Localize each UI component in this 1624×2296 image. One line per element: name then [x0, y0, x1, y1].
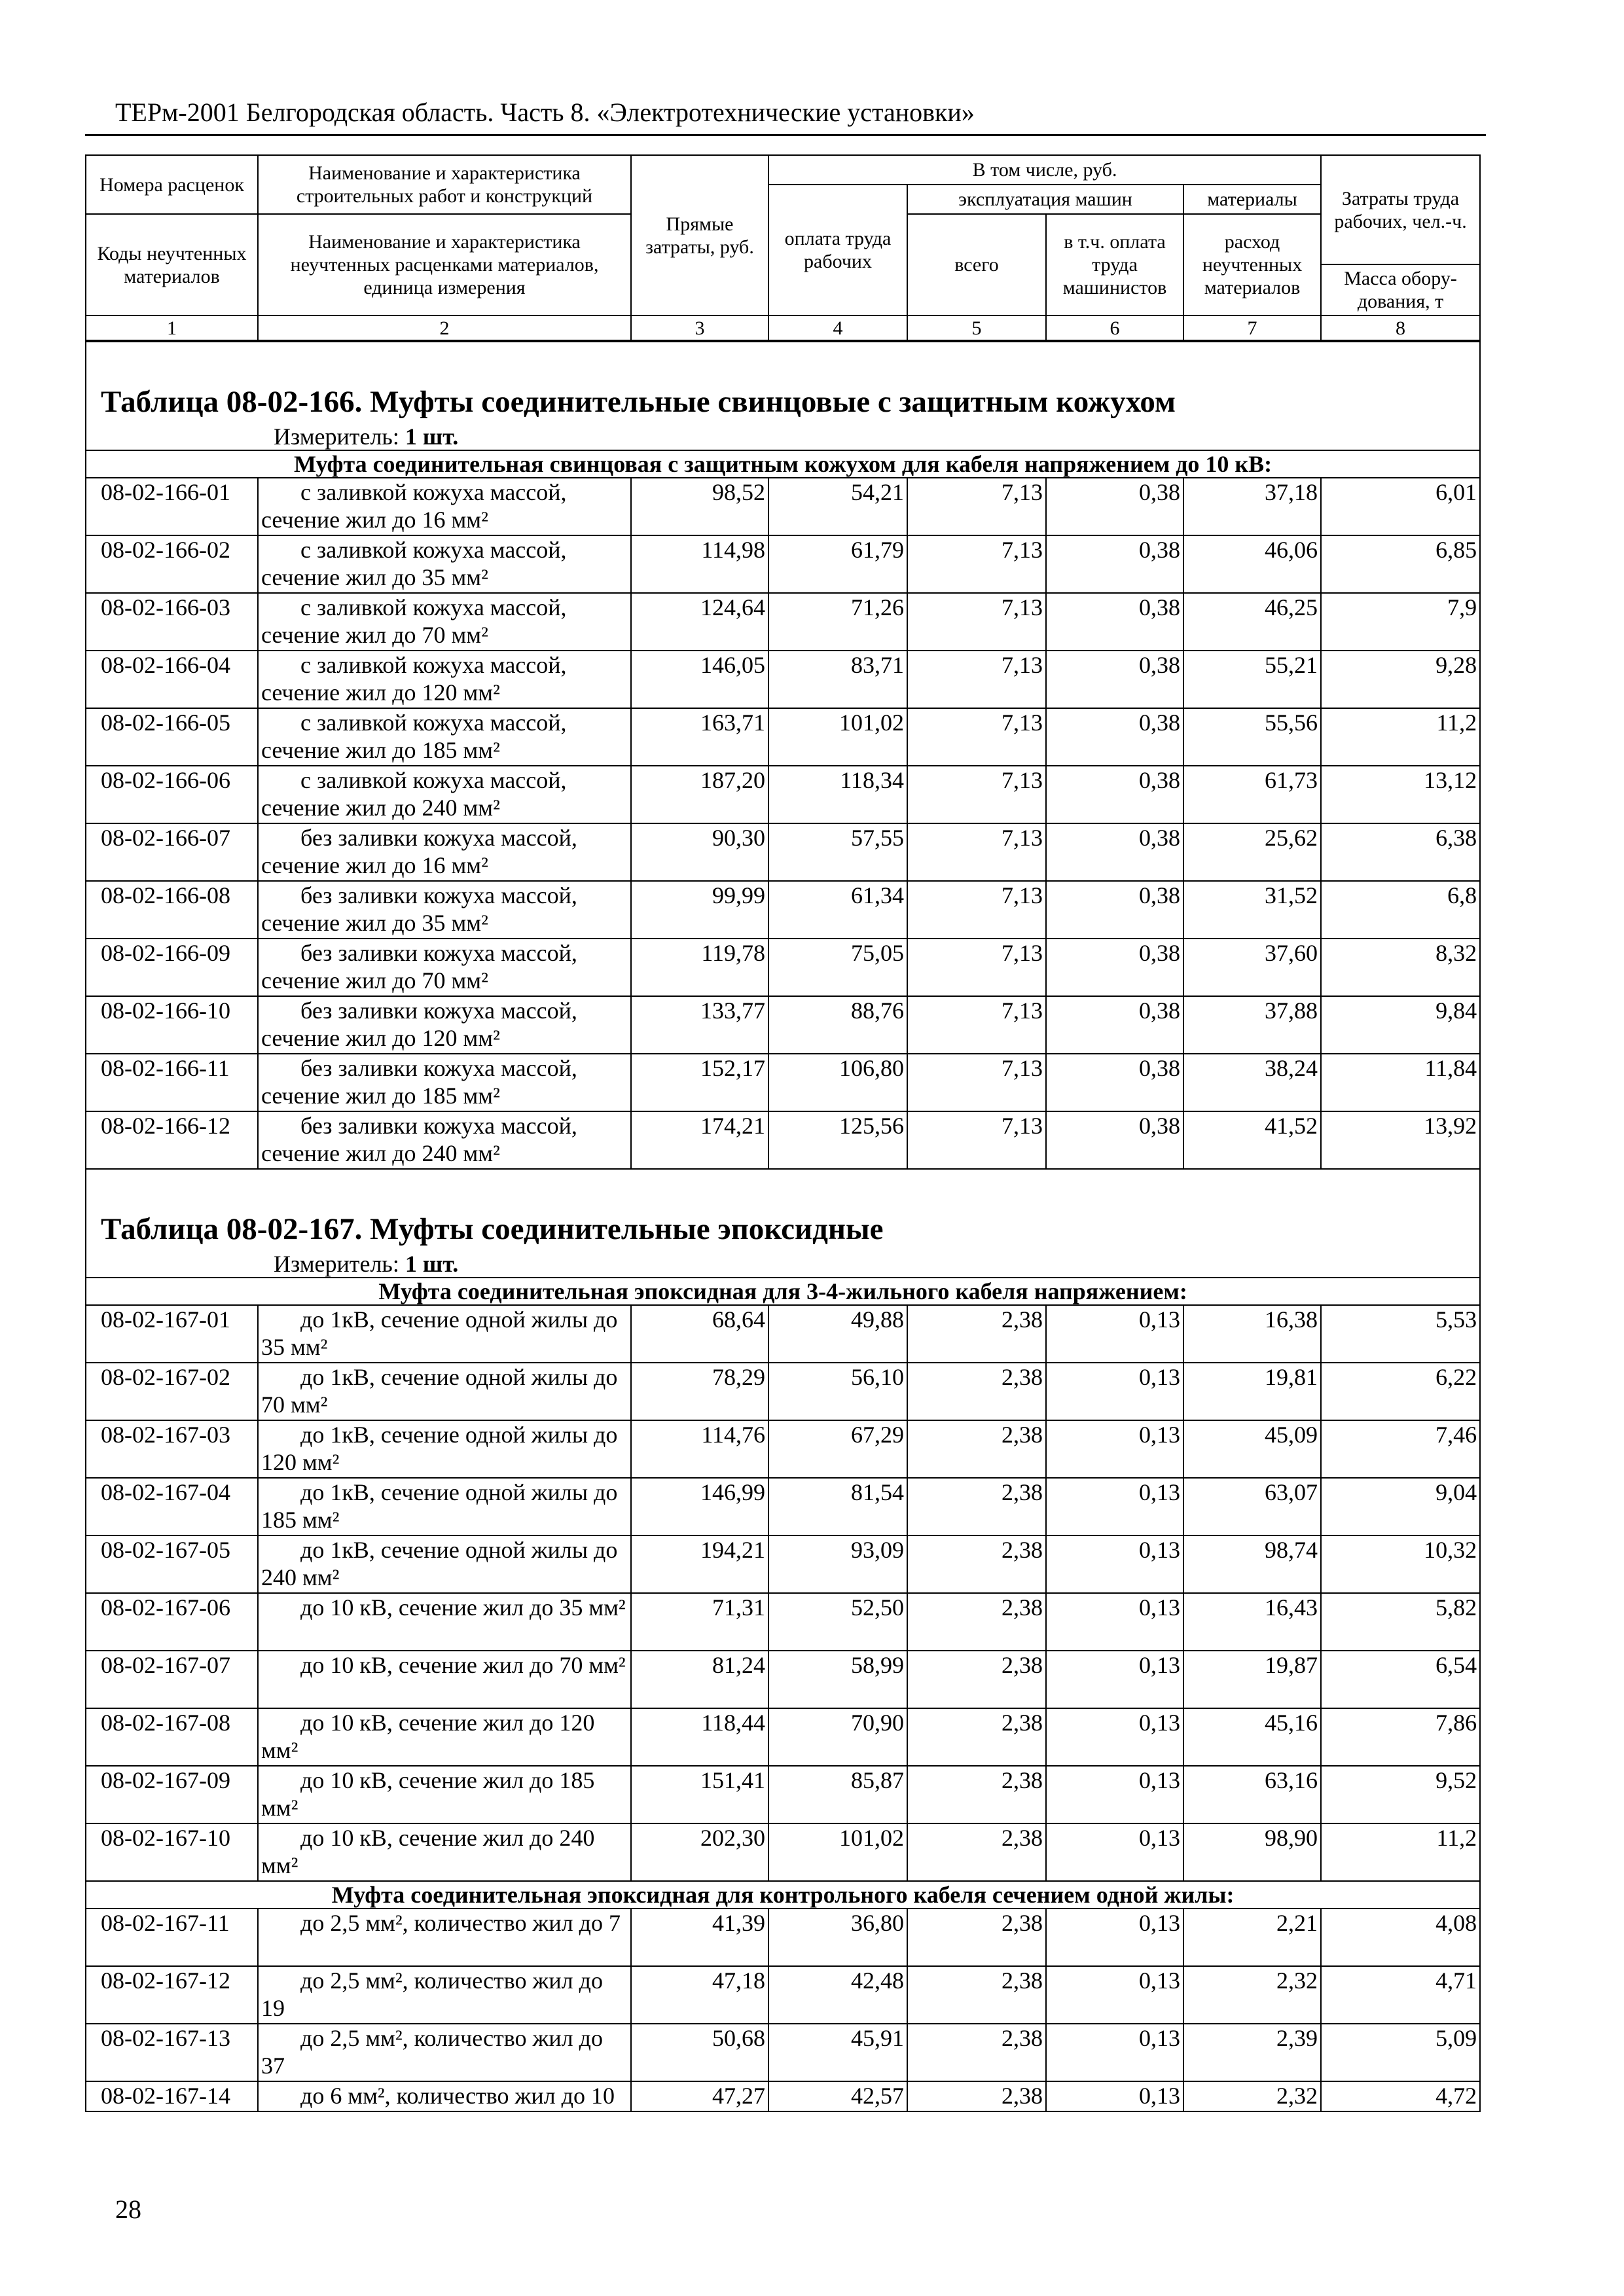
value-c7: 55,21 — [1183, 651, 1321, 708]
value-c3: 47,18 — [631, 1966, 768, 2024]
value-c5: 7,13 — [907, 651, 1046, 708]
value-c7: 37,60 — [1183, 939, 1321, 996]
column-number: 4 — [768, 315, 907, 340]
value-c8: 6,8 — [1321, 881, 1480, 939]
rate-code: 08-02-166-01 — [86, 478, 258, 535]
value-c3: 90,30 — [631, 823, 768, 881]
value-c7: 63,07 — [1183, 1478, 1321, 1535]
table-row — [86, 939, 1480, 996]
value-c7: 2,21 — [1183, 1909, 1321, 1966]
table-row — [86, 535, 1480, 593]
value-c4: 49,88 — [768, 1305, 907, 1363]
rate-code: 08-02-166-11 — [86, 1054, 258, 1111]
value-c8: 4,08 — [1321, 1909, 1480, 1966]
value-c5: 2,38 — [907, 2024, 1046, 2081]
value-c6: 0,13 — [1046, 1909, 1183, 1966]
value-c4: 93,09 — [768, 1535, 907, 1593]
value-c6: 0,38 — [1046, 1111, 1183, 1169]
table-row — [86, 1766, 1480, 1823]
value-c6: 0,38 — [1046, 823, 1183, 881]
unit-value: 1 шт. — [405, 1251, 459, 1277]
value-c7: 55,56 — [1183, 708, 1321, 766]
value-c3: 118,44 — [631, 1708, 768, 1766]
rate-code: 08-02-166-03 — [86, 593, 258, 651]
value-c5: 2,38 — [907, 1420, 1046, 1478]
col1-bottom-header: Коды неучтенных материалов — [86, 214, 258, 315]
value-c6: 0,13 — [1046, 1966, 1183, 2024]
rate-code: 08-02-167-05 — [86, 1535, 258, 1593]
value-c8: 9,52 — [1321, 1766, 1480, 1823]
value-c5: 7,13 — [907, 593, 1046, 651]
value-c3: 41,39 — [631, 1909, 768, 1966]
value-c5: 2,38 — [907, 1651, 1046, 1708]
value-c5: 2,38 — [907, 1909, 1046, 1966]
value-c7: 41,52 — [1183, 1111, 1321, 1169]
rate-code: 08-02-166-05 — [86, 708, 258, 766]
table-row — [86, 1054, 1480, 1111]
rate-code: 08-02-167-12 — [86, 1966, 258, 2024]
rate-description: до 10 кВ, сечение жил до 240 мм² — [258, 1823, 631, 1881]
value-c5: 2,38 — [907, 1535, 1046, 1593]
value-c5: 7,13 — [907, 939, 1046, 996]
rate-code: 08-02-167-02 — [86, 1363, 258, 1420]
value-c5: 2,38 — [907, 1593, 1046, 1651]
rate-description: с заливкой кожуха массой, сечение жил до 35 мм² — [258, 535, 631, 593]
section-heading-row — [86, 450, 1480, 478]
value-c6: 0,38 — [1046, 881, 1183, 939]
value-c5: 7,13 — [907, 881, 1046, 939]
value-c4: 52,50 — [768, 1593, 907, 1651]
rate-description: до 10 кВ, сечение жил до 120 мм² — [258, 1708, 631, 1766]
table-title: Таблица 08-02-167. Муфты соединительные эпоксидные — [101, 1212, 884, 1246]
value-c3: 187,20 — [631, 766, 768, 823]
unit-label: Измеритель: — [274, 1251, 399, 1277]
rate-code: 08-02-167-01 — [86, 1305, 258, 1363]
rate-description: без заливки кожуха массой, сечение жил до 240 мм² — [258, 1111, 631, 1169]
col4-header: оплата труда рабочих — [768, 185, 907, 315]
value-c3: 146,99 — [631, 1478, 768, 1535]
value-c6: 0,13 — [1046, 1363, 1183, 1420]
rate-description: до 1кВ, сечение одной жилы до 120 мм² — [258, 1420, 631, 1478]
table-title: Таблица 08-02-166. Муфты соединительные свинцовые с защитным кожухом — [101, 385, 1176, 419]
value-c5: 7,13 — [907, 708, 1046, 766]
value-c4: 61,79 — [768, 535, 907, 593]
value-c5: 7,13 — [907, 823, 1046, 881]
value-c8: 6,22 — [1321, 1363, 1480, 1420]
value-c6: 0,38 — [1046, 651, 1183, 708]
col1-top-header: Номера расценок — [86, 155, 258, 214]
value-c7: 16,43 — [1183, 1593, 1321, 1651]
materials-header: материалы — [1183, 185, 1321, 214]
col5-header: всего — [907, 214, 1046, 315]
rate-description: без заливки кожуха массой, сечение жил до 185 мм² — [258, 1054, 631, 1111]
value-c7: 19,87 — [1183, 1651, 1321, 1708]
value-c8: 4,72 — [1321, 2081, 1480, 2111]
value-c8: 4,71 — [1321, 1966, 1480, 2024]
table-row — [86, 1966, 1480, 2024]
col8-bottom-header: Масса обору-дования, т — [1321, 264, 1480, 315]
col8-top-header: Затраты труда рабочих, чел.-ч. — [1321, 155, 1480, 264]
col6-header: в т.ч. оплата труда машинистов — [1046, 214, 1183, 315]
rate-description: до 1кВ, сечение одной жилы до 185 мм² — [258, 1478, 631, 1535]
table-row — [86, 1708, 1480, 1766]
value-c7: 46,25 — [1183, 593, 1321, 651]
page-header-title: ТЕРм-2001 Белгородская область. Часть 8. «Электротехнические установки» — [115, 98, 975, 127]
value-c3: 114,98 — [631, 535, 768, 593]
value-c8: 6,01 — [1321, 478, 1480, 535]
value-c6: 0,13 — [1046, 1420, 1183, 1478]
value-c8: 6,85 — [1321, 535, 1480, 593]
table-row — [86, 2081, 1480, 2111]
unit-row — [86, 1251, 1480, 1278]
value-c3: 124,64 — [631, 593, 768, 651]
rate-code: 08-02-167-08 — [86, 1708, 258, 1766]
rate-description: с заливкой кожуха массой, сечение жил до 16 мм² — [258, 478, 631, 535]
value-c6: 0,38 — [1046, 535, 1183, 593]
value-c3: 151,41 — [631, 1766, 768, 1823]
value-c3: 163,71 — [631, 708, 768, 766]
value-c6: 0,13 — [1046, 1305, 1183, 1363]
header-divider — [85, 134, 1486, 136]
value-c8: 7,46 — [1321, 1420, 1480, 1478]
value-c5: 7,13 — [907, 535, 1046, 593]
section-heading-row — [86, 1278, 1480, 1305]
value-c6: 0,13 — [1046, 1651, 1183, 1708]
rate-description: с заливкой кожуха массой, сечение жил до 120 мм² — [258, 651, 631, 708]
value-c3: 194,21 — [631, 1535, 768, 1593]
value-c3: 47,27 — [631, 2081, 768, 2111]
value-c6: 0,13 — [1046, 1535, 1183, 1593]
value-c5: 2,38 — [907, 1766, 1046, 1823]
column-number: 2 — [258, 315, 631, 340]
table-row — [86, 478, 1480, 535]
rate-description: до 2,5 мм², количество жил до 37 — [258, 2024, 631, 2081]
value-c8: 7,86 — [1321, 1708, 1480, 1766]
value-c5: 2,38 — [907, 1823, 1046, 1881]
column-number: 7 — [1183, 315, 1321, 340]
table-row — [86, 1823, 1480, 1881]
table-row — [86, 1593, 1480, 1651]
value-c6: 0,38 — [1046, 996, 1183, 1054]
value-c6: 0,38 — [1046, 708, 1183, 766]
value-c8: 13,92 — [1321, 1111, 1480, 1169]
rate-description: до 2,5 мм², количество жил до 19 — [258, 1966, 631, 2024]
value-c8: 6,38 — [1321, 823, 1480, 881]
column-number: 6 — [1046, 315, 1183, 340]
unit-value: 1 шт. — [405, 423, 459, 450]
rate-description: без заливки кожуха массой, сечение жил до 120 мм² — [258, 996, 631, 1054]
table-row — [86, 823, 1480, 881]
value-c8: 10,32 — [1321, 1535, 1480, 1593]
rate-description: до 10 кВ, сечение жил до 35 мм² — [258, 1593, 631, 1651]
value-c3: 78,29 — [631, 1363, 768, 1420]
table-row — [86, 1909, 1480, 1966]
value-c8: 7,9 — [1321, 593, 1480, 651]
column-header — [85, 154, 1479, 341]
value-c3: 50,68 — [631, 2024, 768, 2081]
table-row — [86, 1535, 1480, 1593]
value-c8: 5,09 — [1321, 2024, 1480, 2081]
column-number: 3 — [631, 315, 768, 340]
value-c4: 61,34 — [768, 881, 907, 939]
col2-bottom-header: Наименование и характеристика неучтенных расценками материалов, единица измерения — [258, 214, 631, 315]
table-row — [86, 708, 1480, 766]
value-c5: 7,13 — [907, 996, 1046, 1054]
value-c6: 0,38 — [1046, 1054, 1183, 1111]
rate-code: 08-02-167-06 — [86, 1593, 258, 1651]
machines-header: эксплуатация машин — [907, 185, 1183, 214]
rate-code: 08-02-167-09 — [86, 1766, 258, 1823]
value-c5: 2,38 — [907, 1966, 1046, 2024]
value-c7: 37,18 — [1183, 478, 1321, 535]
value-c7: 31,52 — [1183, 881, 1321, 939]
value-c4: 67,29 — [768, 1420, 907, 1478]
value-c3: 174,21 — [631, 1111, 768, 1169]
value-c8: 11,2 — [1321, 1823, 1480, 1881]
value-c8: 9,04 — [1321, 1478, 1480, 1535]
rate-code: 08-02-166-06 — [86, 766, 258, 823]
value-c8: 11,84 — [1321, 1054, 1480, 1111]
value-c8: 8,32 — [1321, 939, 1480, 996]
value-c7: 25,62 — [1183, 823, 1321, 881]
rate-code: 08-02-167-11 — [86, 1909, 258, 1966]
column-number: 1 — [86, 315, 258, 340]
rate-code: 08-02-167-14 — [86, 2081, 258, 2111]
rate-code: 08-02-166-10 — [86, 996, 258, 1054]
value-c7: 98,90 — [1183, 1823, 1321, 1881]
rates-table — [85, 341, 1481, 2112]
table-row — [86, 593, 1480, 651]
value-c6: 0,13 — [1046, 2081, 1183, 2111]
value-c5: 7,13 — [907, 766, 1046, 823]
rate-description: без заливки кожуха массой, сечение жил до 16 мм² — [258, 823, 631, 881]
value-c4: 106,80 — [768, 1054, 907, 1111]
value-c5: 2,38 — [907, 1305, 1046, 1363]
value-c5: 2,38 — [907, 2081, 1046, 2111]
col7-header: расход неучтенных материалов — [1183, 214, 1321, 315]
rate-code: 08-02-167-13 — [86, 2024, 258, 2081]
table-row — [86, 2024, 1480, 2081]
table-row — [86, 1651, 1480, 1708]
page-number: 28 — [115, 2195, 141, 2224]
table-row — [86, 1111, 1480, 1169]
value-c4: 45,91 — [768, 2024, 907, 2081]
rate-description: с заливкой кожуха массой, сечение жил до 185 мм² — [258, 708, 631, 766]
value-c8: 11,2 — [1321, 708, 1480, 766]
rate-description: до 6 мм², количество жил до 10 — [258, 2081, 631, 2111]
section-heading: Муфта соединительная эпоксидная для 3-4-жильного кабеля напряжением: — [86, 1278, 1480, 1305]
value-c4: 70,90 — [768, 1708, 907, 1766]
value-c8: 13,12 — [1321, 766, 1480, 823]
table-row — [86, 1420, 1480, 1478]
col3-header: Прямые затраты, руб. — [631, 155, 768, 315]
value-c4: 57,55 — [768, 823, 907, 881]
value-c6: 0,13 — [1046, 1478, 1183, 1535]
value-c4: 75,05 — [768, 939, 907, 996]
rate-description: с заливкой кожуха массой, сечение жил до 70 мм² — [258, 593, 631, 651]
value-c4: 101,02 — [768, 1823, 907, 1881]
value-c4: 101,02 — [768, 708, 907, 766]
value-c8: 9,84 — [1321, 996, 1480, 1054]
value-c3: 152,17 — [631, 1054, 768, 1111]
value-c7: 2,39 — [1183, 2024, 1321, 2081]
table-title-row — [86, 342, 1480, 423]
section-heading: Муфта соединительная эпоксидная для контрольного кабеля сечением одной жилы: — [86, 1881, 1480, 1909]
rate-description: до 1кВ, сечение одной жилы до 70 мм² — [258, 1363, 631, 1420]
column-header-table — [85, 154, 1481, 341]
value-c5: 2,38 — [907, 1708, 1046, 1766]
section-heading-row — [86, 1881, 1480, 1909]
value-c7: 45,16 — [1183, 1708, 1321, 1766]
table-row — [86, 996, 1480, 1054]
group-header: В том числе, руб. — [768, 155, 1321, 185]
value-c4: 42,57 — [768, 2081, 907, 2111]
table-row — [86, 1305, 1480, 1363]
value-c6: 0,38 — [1046, 478, 1183, 535]
rate-code: 08-02-167-03 — [86, 1420, 258, 1478]
value-c8: 9,28 — [1321, 651, 1480, 708]
value-c8: 5,53 — [1321, 1305, 1480, 1363]
value-c4: 88,76 — [768, 996, 907, 1054]
rate-description: до 10 кВ, сечение жил до 70 мм² — [258, 1651, 631, 1708]
value-c4: 58,99 — [768, 1651, 907, 1708]
rate-code: 08-02-166-09 — [86, 939, 258, 996]
rate-code: 08-02-166-04 — [86, 651, 258, 708]
rate-description: до 1кВ, сечение одной жилы до 240 мм² — [258, 1535, 631, 1593]
rates-body — [85, 341, 1479, 2112]
value-c4: 125,56 — [768, 1111, 907, 1169]
value-c6: 0,13 — [1046, 1708, 1183, 1766]
value-c4: 54,21 — [768, 478, 907, 535]
section-heading: Муфта соединительная свинцовая с защитным кожухом для кабеля напряжением до 10 кВ: — [86, 450, 1480, 478]
column-number: 5 — [907, 315, 1046, 340]
value-c7: 98,74 — [1183, 1535, 1321, 1593]
rate-description: без заливки кожуха массой, сечение жил до 35 мм² — [258, 881, 631, 939]
table-row — [86, 766, 1480, 823]
rate-code: 08-02-166-07 — [86, 823, 258, 881]
value-c7: 16,38 — [1183, 1305, 1321, 1363]
rate-code: 08-02-167-04 — [86, 1478, 258, 1535]
value-c7: 2,32 — [1183, 1966, 1321, 2024]
value-c4: 85,87 — [768, 1766, 907, 1823]
rate-description: до 1кВ, сечение одной жилы до 35 мм² — [258, 1305, 631, 1363]
column-number: 8 — [1321, 315, 1480, 340]
unit-label: Измеритель: — [274, 423, 399, 450]
value-c4: 42,48 — [768, 1966, 907, 2024]
value-c3: 68,64 — [631, 1305, 768, 1363]
value-c3: 81,24 — [631, 1651, 768, 1708]
table-title-row — [86, 1169, 1480, 1251]
value-c3: 71,31 — [631, 1593, 768, 1651]
value-c3: 99,99 — [631, 881, 768, 939]
value-c6: 0,13 — [1046, 1823, 1183, 1881]
value-c5: 2,38 — [907, 1363, 1046, 1420]
value-c4: 36,80 — [768, 1909, 907, 1966]
value-c7: 63,16 — [1183, 1766, 1321, 1823]
value-c5: 7,13 — [907, 1111, 1046, 1169]
value-c5: 7,13 — [907, 478, 1046, 535]
value-c6: 0,38 — [1046, 939, 1183, 996]
table-row — [86, 1363, 1480, 1420]
value-c3: 146,05 — [631, 651, 768, 708]
value-c7: 37,88 — [1183, 996, 1321, 1054]
value-c6: 0,38 — [1046, 593, 1183, 651]
table-row — [86, 651, 1480, 708]
value-c5: 7,13 — [907, 1054, 1046, 1111]
value-c3: 202,30 — [631, 1823, 768, 1881]
value-c4: 118,34 — [768, 766, 907, 823]
value-c7: 61,73 — [1183, 766, 1321, 823]
value-c4: 81,54 — [768, 1478, 907, 1535]
value-c6: 0,13 — [1046, 1593, 1183, 1651]
value-c8: 5,82 — [1321, 1593, 1480, 1651]
rate-code: 08-02-166-12 — [86, 1111, 258, 1169]
value-c6: 0,38 — [1046, 766, 1183, 823]
rate-code: 08-02-166-02 — [86, 535, 258, 593]
rate-code: 08-02-166-08 — [86, 881, 258, 939]
value-c5: 2,38 — [907, 1478, 1046, 1535]
col2-top-header: Наименование и характеристика строительных работ и конструкций — [258, 155, 631, 214]
value-c6: 0,13 — [1046, 1766, 1183, 1823]
value-c3: 98,52 — [631, 478, 768, 535]
rate-description: до 10 кВ, сечение жил до 185 мм² — [258, 1766, 631, 1823]
rate-code: 08-02-167-10 — [86, 1823, 258, 1881]
rate-description: с заливкой кожуха массой, сечение жил до 240 мм² — [258, 766, 631, 823]
value-c4: 71,26 — [768, 593, 907, 651]
value-c7: 38,24 — [1183, 1054, 1321, 1111]
value-c4: 56,10 — [768, 1363, 907, 1420]
value-c7: 45,09 — [1183, 1420, 1321, 1478]
table-row — [86, 881, 1480, 939]
rate-description: до 2,5 мм², количество жил до 7 — [258, 1909, 631, 1966]
value-c3: 133,77 — [631, 996, 768, 1054]
rate-code: 08-02-167-07 — [86, 1651, 258, 1708]
rate-description: без заливки кожуха массой, сечение жил до 70 мм² — [258, 939, 631, 996]
value-c7: 46,06 — [1183, 535, 1321, 593]
value-c7: 2,32 — [1183, 2081, 1321, 2111]
value-c3: 114,76 — [631, 1420, 768, 1478]
value-c3: 119,78 — [631, 939, 768, 996]
table-row — [86, 1478, 1480, 1535]
value-c4: 83,71 — [768, 651, 907, 708]
unit-row — [86, 423, 1480, 450]
value-c6: 0,13 — [1046, 2024, 1183, 2081]
value-c7: 19,81 — [1183, 1363, 1321, 1420]
value-c8: 6,54 — [1321, 1651, 1480, 1708]
